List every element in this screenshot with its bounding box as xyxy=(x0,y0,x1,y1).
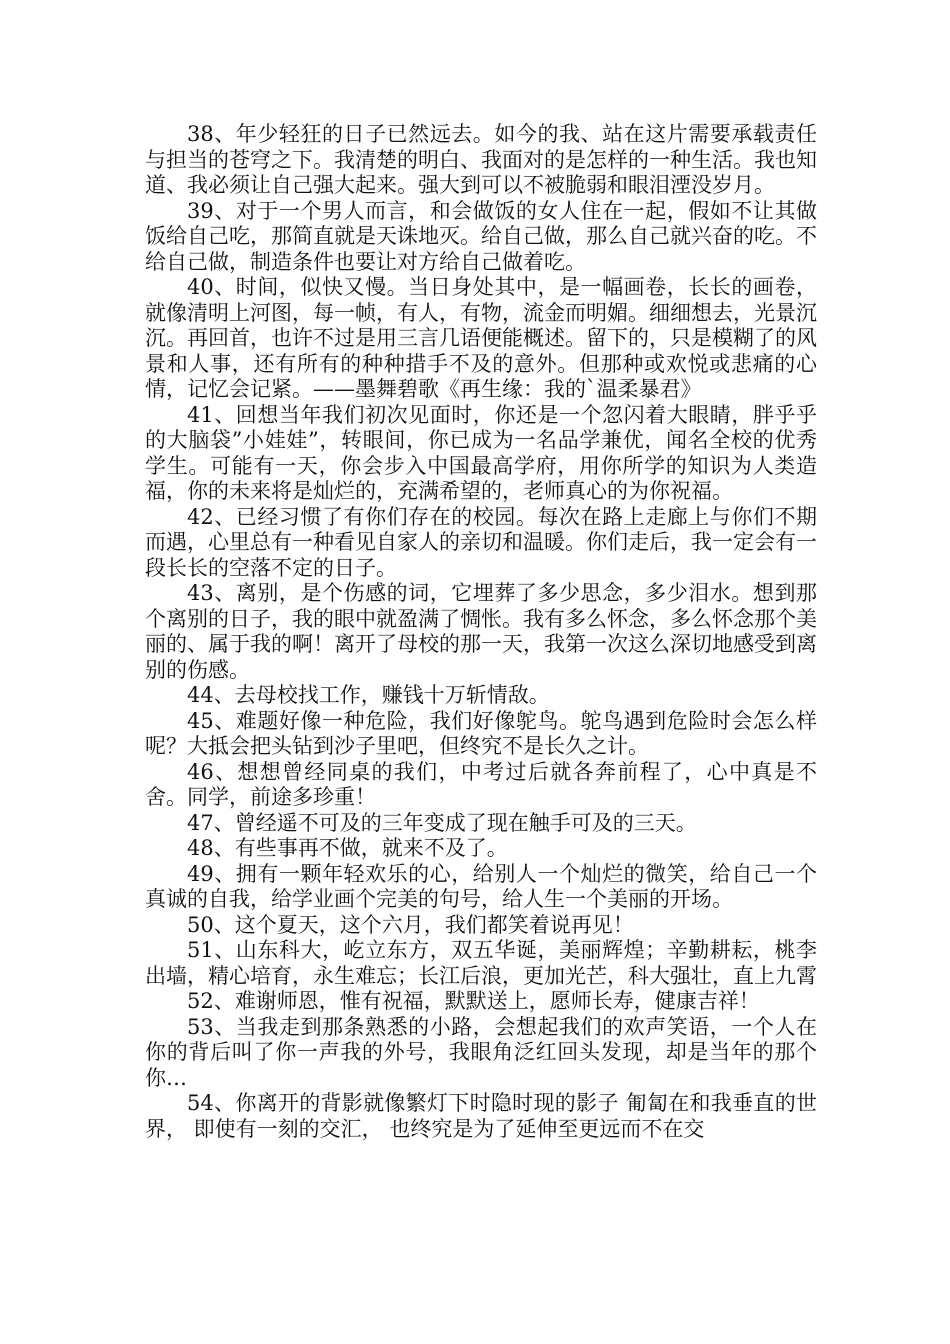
paragraph-46: 46、想想曾经同桌的我们，中考过后就各奔前程了，心中真是不舍。同学，前途多珍重！ xyxy=(145,759,817,809)
paragraph-53: 53、当我走到那条熟悉的小路，会想起我们的欢声笑语，一个人在你的背后叫了你一声我的外号，我眼角泛红回头发现，却是当年的那个你… xyxy=(145,1014,817,1090)
document-body xyxy=(145,122,817,1142)
paragraph-47: 47、曾经遥不可及的三年变成了现在触手可及的三天。 xyxy=(187,810,697,835)
paragraph-54: 54、你离开的背影就像繁灯下时隐时现的影子 匍匐在和我垂直的世界， 即使有一刻的交汇， 也终究是为了延伸至更远而不在交 xyxy=(145,1091,817,1141)
paragraph-42: 42、已经习惯了有你们存在的校园。每次在路上走廊上与你们不期而遇，心里总有一种看见自家人的亲切和温暖。你们走后，我一定会有一段长长的空落不定的日子。 xyxy=(145,504,817,580)
paragraph-40: 40、时间，似快又慢。当日身处其中，是一幅画卷，长长的画卷，就像清明上河图，每一帧，有人，有物，流金而明媚。细细想去，光景沉沉。再回首，也许不过是用三言几语便能概述。留下的，只是模糊了的风景和人事，还有所有的种种措手不及的意外。但那种或欢悦或悲痛的心情，记忆会记紧。——墨舞碧歌《再生缘：我的`温柔暴君》 xyxy=(145,275,817,401)
paragraph-49: 49、拥有一颗年轻欢乐的心，给别人一个灿烂的微笑，给自己一个真诚的自我，给学业画个完美的句号，给人生一个美丽的开场。 xyxy=(145,861,817,911)
paragraph-50: 50、这个夏天，这个六月，我们都笑着说再见！ xyxy=(187,912,634,937)
paragraph-43: 43、离别，是个伤感的词，它埋葬了多少思念，多少泪水。想到那个离别的日子，我的眼中就盈满了惆怅。我有多么怀念，多么怀念那个美丽的、属于我的啊！离开了母校的那一天，我第一次这么深切地感受到离别的伤感。 xyxy=(145,581,817,682)
paragraph-48: 48、有些事再不做，就来不及了。 xyxy=(187,836,508,860)
paragraph-44: 44、去母校找工作，赚钱十万斩情敌。 xyxy=(187,683,550,707)
paragraph-38: 38、年少轻狂的日子已然远去。如今的我、站在这片需要承载责任与担当的苍穹之下。我清楚的明白、我面对的是怎样的一种生活。我也知道、我必须让自己强大起来。强大到可以不被脆弱和眼泪湮没岁月。 xyxy=(145,122,817,197)
paragraph-45: 45、难题好像一种危险，我们好像鸵鸟。鸵鸟遇到危险时会怎么样呢？大抵会把头钻到沙子里吧，但终究不是长久之计。 xyxy=(145,708,817,758)
paragraph-52: 52、难谢师恩，惟有祝福，默默送上，愿师长寿，健康吉祥！ xyxy=(187,989,760,1013)
paragraph-39: 39、对于一个男人而言，和会做饭的女人住在一起，假如不让其做饭给自己吃，那简直就是天诛地灭。给自己做，那么自己就兴奋的吃。不给自己做，制造条件也要让对方给自己做着吃。 xyxy=(145,198,817,274)
paragraph-41: 41、回想当年我们初次见面时，你还是一个忽闪着大眼睛，胖乎乎的大脑袋”小娃娃”，转眼间，你已成为一名品学兼优，闻名全校的优秀学生。可能有一天，你会步入中国最高学府，用你所学的知识为人类造福，你的未来将是灿烂的，充满希望的，老师真心的为你祝福。 xyxy=(145,402,817,503)
paragraph-51: 51、山东科大，屹立东方，双五华诞，美丽辉煌；辛勤耕耘，桃李出墙，精心培育，永生难忘；长江后浪，更加光芒，科大强壮，直上九霄 xyxy=(145,938,817,988)
